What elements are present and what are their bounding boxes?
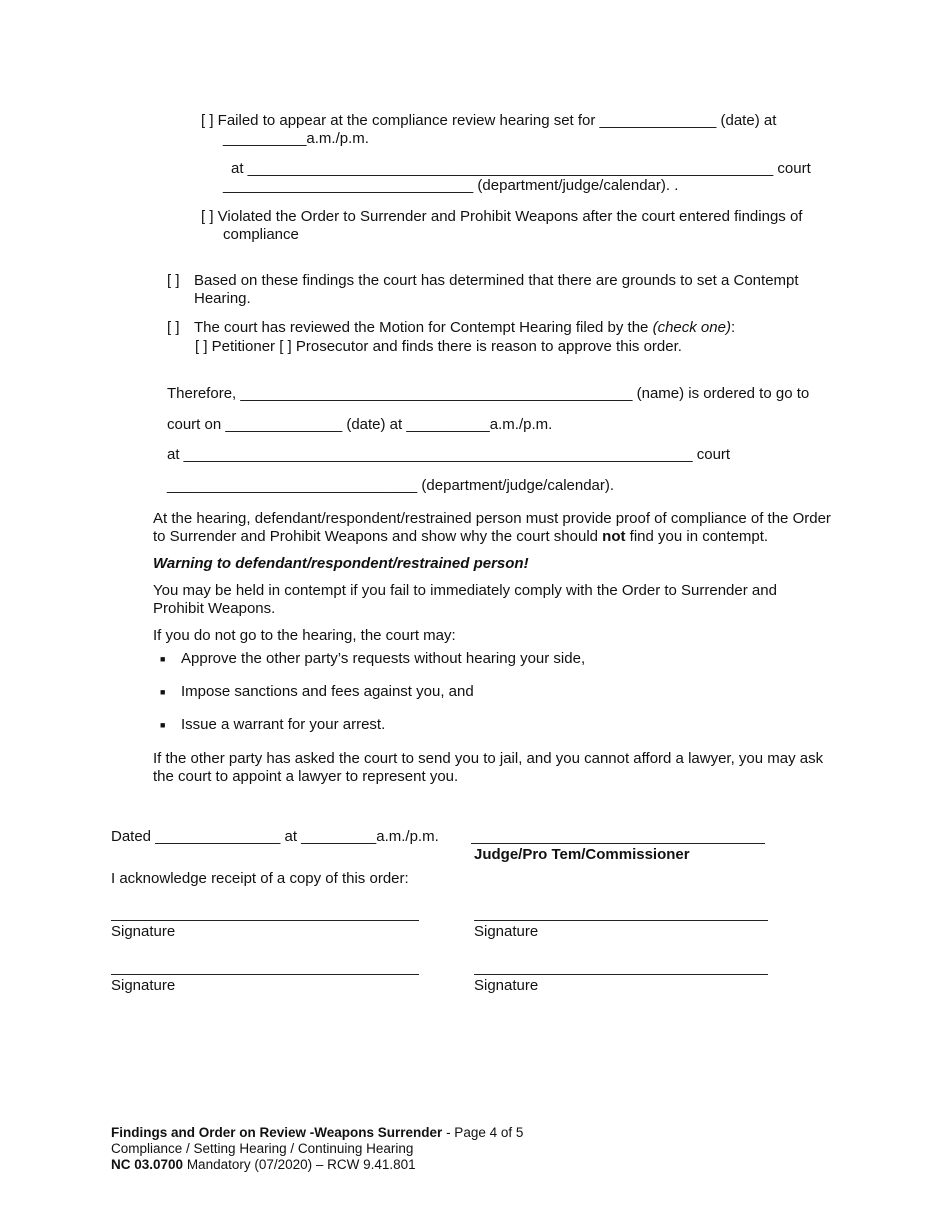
failed-appear-court: at _______________________________________________________________ court	[231, 160, 811, 177]
grounds-checkbox[interactable]: [ ]	[167, 272, 180, 289]
bullet-glyph: ■	[160, 654, 166, 664]
failed-appear-line1: [ ] Failed to appear at the compliance review hearing set for ______________ (date) at	[201, 112, 777, 129]
signature-line[interactable]	[474, 974, 768, 975]
signature-line[interactable]	[111, 920, 419, 921]
reviewed-options: [ ] Petitioner [ ] Prosecutor and finds there is reason to approve this order.	[195, 338, 682, 355]
reviewed-checkbox[interactable]: [ ]	[167, 319, 180, 336]
signature-line[interactable]	[474, 920, 768, 921]
bullet-glyph: ■	[160, 720, 166, 730]
warning-heading: Warning to defendant/respondent/restrained person!	[153, 555, 529, 572]
signature-label: Signature	[474, 977, 539, 994]
therefore-line4: ______________________________ (department/judge/calendar).	[167, 477, 615, 494]
therefore-line3: at _____________________________________________________________ court	[167, 446, 731, 463]
violated-line2: compliance	[223, 226, 299, 243]
warning-paragraph-1: You may be held in contempt if you fail to immediately comply with the Order to Surrender and Prohibit Weapons.	[153, 582, 777, 617]
violated-line1: [ ] Violated the Order to Surrender and Prohibit Weapons after the court entered findings of	[201, 208, 803, 225]
grounds-text: Based on these findings the court has determined that there are grounds to set a Contempt Hearing.	[194, 272, 799, 307]
warning-paragraph-2: If you do not go to the hearing, the court may:	[153, 627, 456, 644]
bullet-item: Issue a warrant for your arrest.	[181, 716, 386, 733]
failed-appear-department: ______________________________ (department/judge/calendar). .	[223, 177, 679, 194]
judge-signature-line[interactable]	[471, 843, 765, 844]
signature-label: Signature	[111, 923, 176, 940]
therefore-line1: Therefore, _______________________________________________ (name) is ordered to go to	[167, 385, 810, 402]
bullet-glyph: ■	[160, 687, 166, 697]
signature-label: Signature	[474, 923, 539, 940]
judge-label: Judge/Pro Tem/Commissioner	[474, 846, 690, 863]
signature-label: Signature	[111, 977, 176, 994]
hearing-paragraph: At the hearing, defendant/respondent/restrained person must provide proof of compliance of the Order to Surrender and Prohibit Weapons and show why the court should not find you in contempt.	[153, 510, 831, 545]
bullet-item: Impose sanctions and fees against you, and	[181, 683, 474, 700]
bullet-item: Approve the other party’s requests without hearing your side,	[181, 650, 586, 667]
warning-paragraph-3: If the other party has asked the court to send you to jail, and you cannot afford a lawyer, you may ask the court to appoint a lawyer to represent you.	[153, 750, 824, 785]
failed-appear-time: __________a.m./p.m.	[223, 130, 369, 147]
footer-title: Findings and Order on Review -Weapons Surrender - Page 4 of 5	[111, 1125, 524, 1140]
signature-line[interactable]	[111, 974, 419, 975]
acknowledge-text: I acknowledge receipt of a copy of this order:	[111, 870, 409, 887]
footer-subtitle: Compliance / Setting Hearing / Continuing Hearing	[111, 1141, 414, 1156]
footer-code: NC 03.0700 Mandatory (07/2020) – RCW 9.41.801	[111, 1157, 416, 1172]
reviewed-text: The court has reviewed the Motion for Contempt Hearing filed by the (check one):	[194, 319, 736, 336]
therefore-line2: court on ______________ (date) at __________a.m./p.m.	[167, 416, 553, 433]
dated-line: Dated _______________ at _________a.m./p.m.	[111, 828, 439, 845]
